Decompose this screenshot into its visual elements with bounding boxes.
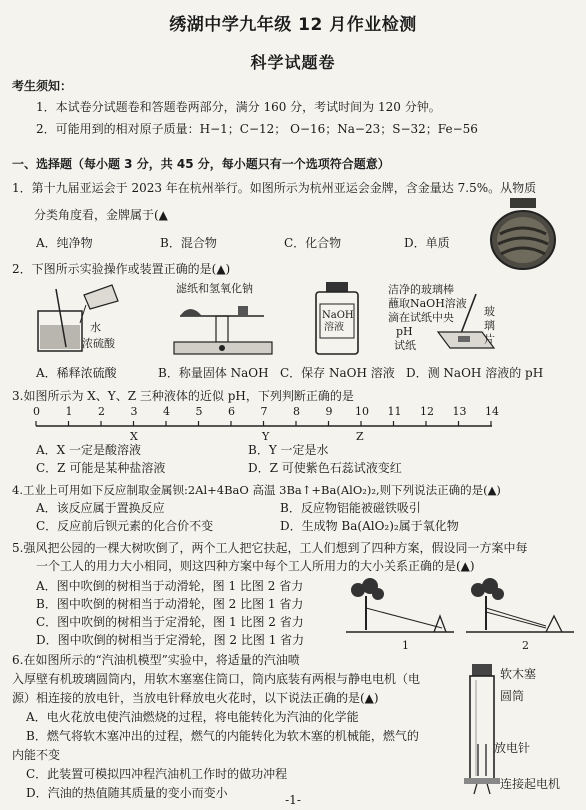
section-heading: 一、选择题（每小题 3 分，共 45 分，每小题只有一个选项符合题意） xyxy=(12,157,390,171)
q2-option-a: A．稀释浓硫酸 xyxy=(36,366,117,380)
q6-line-1: 6.在如图所示的“汽油机模型”实验中，将适量的汽油喷 xyxy=(12,653,300,667)
fig-naoh-top: NaOH xyxy=(322,310,354,321)
q2-option-c: C．保存 NaOH 溶液 xyxy=(280,366,395,380)
q6-option-b1: B．燃气将软木塞冲出的过程，燃气的内能转化为软木塞的机械能，燃气的 xyxy=(26,729,419,743)
q4-option-a: A．该反应属于置换反应 xyxy=(36,501,165,515)
q5-option-d: D．图中吹倒的树相当于定滑轮，图 2 比图 1 省力 xyxy=(36,633,305,647)
ph-scale-label: 8 xyxy=(293,405,300,418)
fig-motor-label: 连接起电机 xyxy=(500,777,561,791)
tree-figure-1-label: 1 xyxy=(402,639,409,652)
q3-option-d: D．Z 可使紫色石蕊试液变红 xyxy=(248,461,402,475)
q1-option-b: B．混合物 xyxy=(160,236,217,250)
q5-option-c: C．图中吹倒的树相当于定滑轮，图 1 比图 2 省力 xyxy=(36,615,304,629)
q6-line-3: 源）相连接的放电针，当放电针释放电火花时，以下说法正确的是(▲) xyxy=(12,691,379,705)
ph-scale-label: 10 xyxy=(355,405,369,418)
ph-scale-label: 14 xyxy=(485,405,499,418)
balance-figure xyxy=(170,298,280,358)
q6-option-c: C．此装置可模拟四冲程汽油机工作时的做功冲程 xyxy=(26,767,288,781)
q5-line-2: 一个工人的用力大小相同，则这四种方案中每个工人所用力的大小关系正确的是(▲) xyxy=(36,559,475,573)
q1-option-a: A．纯净物 xyxy=(36,236,93,250)
fig-rod-label-1: 洁净的玻璃棒 xyxy=(388,283,454,296)
q5-option-b: B．图中吹倒的树相当于动滑轮，图 2 比图 1 省力 xyxy=(36,597,304,611)
ph-scale-label: 13 xyxy=(452,405,467,418)
fig-glass-2: 璃 xyxy=(484,319,495,332)
q1-option-c: C．化合物 xyxy=(284,236,342,250)
tree-figure-2-label: 2 xyxy=(522,639,529,652)
ph-scale-label: 4 xyxy=(163,405,170,418)
gasoline-engine-figure xyxy=(462,664,502,802)
ph-mark-x: X xyxy=(130,430,138,443)
ph-scale-label: 9 xyxy=(325,405,333,418)
q1-option-d: D．单质 xyxy=(404,236,450,250)
notice-item-1: 1．本试卷分试题卷和答题卷两部分，满分 160 分，考试时间为 120 分钟。 xyxy=(36,100,441,114)
ph-scale-label: 11 xyxy=(387,405,402,418)
fig-cork-label: 软木塞 xyxy=(500,667,537,681)
fig-ph-label-2: 试纸 xyxy=(394,339,416,352)
notice-heading: 考生须知： xyxy=(12,79,73,93)
fig-acid-label: 浓硫酸 xyxy=(82,337,115,350)
q6-option-b2: 内能不变 xyxy=(12,748,61,762)
exam-subtitle: 科学试题卷 xyxy=(250,53,336,72)
gold-medal-image xyxy=(488,198,558,270)
q4-option-d: D．生成物 Ba(AlO₂)₂属于氧化物 xyxy=(280,519,459,533)
q4-option-b: B．反应物铝能被磁铁吸引 xyxy=(280,501,421,515)
fig-needle-label: 放电针 xyxy=(494,741,531,755)
tree-figure-2 xyxy=(466,578,576,638)
fig-rod-label-2: 蘸取NaOH溶液 xyxy=(388,297,467,310)
q6-option-a: A．电火花放电使汽油燃烧的过程，将电能转化为汽油的化学能 xyxy=(26,710,359,724)
q2-option-b: B．称量固体 NaOH xyxy=(158,366,269,380)
ph-mark-z: Z xyxy=(356,430,364,443)
fig-paper-label: 滤纸和氢氧化钠 xyxy=(176,282,253,295)
q4-stem: 4.工业上可用如下反应制取金属钡:2Al+4BaO 高温 3Ba↑+Ba(AlO₂)₂,则下列说法正确的是(▲) xyxy=(12,483,501,497)
q5-line-1: 5.强风把公园的一棵大树吹倒了，两个工人把它扶起，工人们想到了四种方案，假设同一方案中每 xyxy=(12,541,528,555)
ph-scale-label: 2 xyxy=(98,405,105,418)
fig-water-label: 水 xyxy=(90,321,101,334)
q2-stem: 2．下图所示实验操作或装置正确的是(▲) xyxy=(12,262,231,276)
q6-option-d: D．汽油的热值随其质量的变小而变小 xyxy=(26,786,228,800)
ph-scale-label: 5 xyxy=(195,405,203,418)
fig-glass-1: 玻 xyxy=(484,305,495,318)
fig-tube-label: 圆筒 xyxy=(500,689,525,703)
ph-scale-label: 6 xyxy=(228,405,235,418)
q3-option-b: B．Y 一定是水 xyxy=(248,443,329,457)
ph-scale-label: 7 xyxy=(260,405,268,418)
fig-naoh-bottom: 溶液 xyxy=(324,322,344,333)
q1-line-1: 1．第十九届亚运会于 2023 年在杭州举行。如图所示为杭州亚运会金牌，含金量达 7.5%。从物质 xyxy=(12,181,537,195)
ph-mark-y: Y xyxy=(262,430,270,443)
fig-ph-label-1: pH xyxy=(396,325,413,338)
exam-title: 绣湖中学九年级 12 月作业检测 xyxy=(169,15,417,35)
ph-scale-label: 0 xyxy=(33,405,40,418)
page-number: -1- xyxy=(285,793,301,807)
q5-option-a: A．图中吹倒的树相当于动滑轮，图 1 比图 2 省力 xyxy=(36,579,304,593)
q4-option-c: C．反应前后钡元素的化合价不变 xyxy=(36,519,214,533)
notice-item-2: 2．可能用到的相对原子质量：H−1；C−12； O−16；Na−23；S−32；Fe−56 xyxy=(36,122,478,136)
ph-scale-label: 12 xyxy=(420,405,434,418)
fig-glass-3: 片 xyxy=(484,333,495,346)
q3-option-a: A．X 一定是酸溶液 xyxy=(36,443,142,457)
q2-option-d: D．测 NaOH 溶液的 pH xyxy=(406,366,544,380)
q1-line-2: 分类角度看，金牌属于(▲ xyxy=(34,208,168,222)
fig-rod-label-3: 滴在试纸中央 xyxy=(388,311,454,324)
ph-scale-label: 1 xyxy=(65,405,73,418)
q6-line-2: 入厚壁有机玻璃圆筒内，用软木塞塞住筒口，筒内底装有两根与静电电机（电 xyxy=(12,672,421,686)
ph-scale-label: 3 xyxy=(130,405,138,418)
q3-stem: 3.如图所示为 X、Y、Z 三种液体的近似 pH，下列判断正确的是 xyxy=(12,389,354,403)
q3-option-c: C．Z 可能是某种盐溶液 xyxy=(36,461,166,475)
tree-figure-1 xyxy=(346,578,456,638)
